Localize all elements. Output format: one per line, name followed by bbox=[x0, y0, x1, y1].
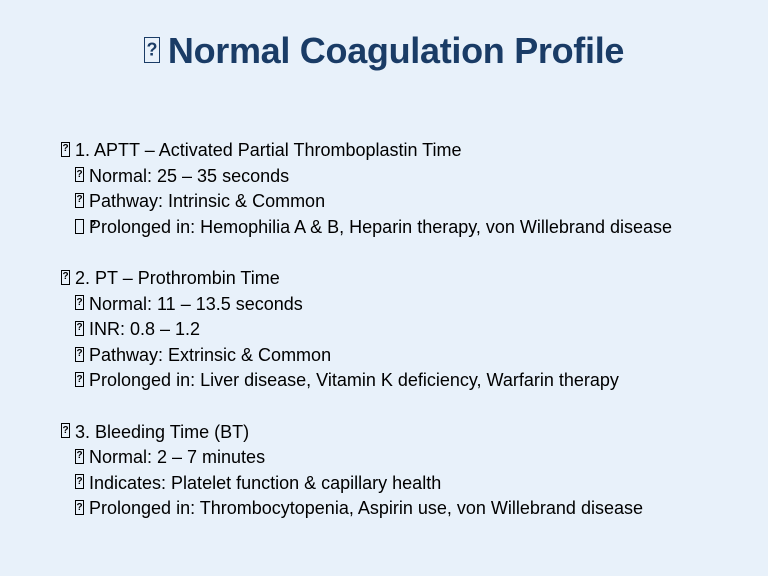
list-item: ?Normal: 2 – 7 minutes bbox=[61, 445, 711, 471]
missing-glyph-icon bbox=[75, 219, 84, 234]
missing-glyph-icon bbox=[75, 474, 84, 489]
list-item: ?Prolonged in: Liver disease, Vitamin K deficiency, Warfarin therapy bbox=[61, 368, 711, 394]
missing-glyph-icon bbox=[75, 347, 84, 362]
section-heading-pt: ?2. PT – Prothrombin Time bbox=[61, 266, 711, 292]
slide-title-text: Normal Coagulation Profile bbox=[167, 30, 625, 71]
missing-glyph-icon bbox=[75, 321, 84, 336]
list-item: ?Prolonged in: Hemophilia A & B, Heparin therapy, von Willebrand disease bbox=[61, 215, 711, 241]
missing-glyph-icon bbox=[75, 449, 84, 464]
list-item: ?Normal: 11 – 13.5 seconds bbox=[61, 292, 711, 318]
section-heading-bt: ?3. Bleeding Time (BT) bbox=[61, 420, 711, 446]
missing-glyph-icon bbox=[61, 423, 70, 438]
section-heading-aptt: ?1. APTT – Activated Partial Thromboplastin Time bbox=[61, 138, 711, 164]
missing-glyph-icon bbox=[61, 270, 70, 285]
section-spacer bbox=[61, 240, 711, 266]
missing-glyph-icon bbox=[75, 295, 84, 310]
missing-glyph-icon bbox=[75, 193, 84, 208]
list-item: ?Pathway: Extrinsic & Common bbox=[61, 343, 711, 369]
missing-glyph-icon bbox=[75, 167, 84, 182]
missing-glyph-icon bbox=[61, 142, 70, 157]
list-item: ?Pathway: Intrinsic & Common bbox=[61, 189, 711, 215]
list-item: ?Normal: 25 – 35 seconds bbox=[61, 164, 711, 190]
missing-glyph-icon bbox=[144, 37, 160, 63]
slide-body bbox=[61, 138, 711, 522]
list-item: ?INR: 0.8 – 1.2 bbox=[61, 317, 711, 343]
section-spacer bbox=[61, 394, 711, 420]
list-item: ?Indicates: Platelet function & capillary health bbox=[61, 471, 711, 497]
missing-glyph-icon bbox=[75, 372, 84, 387]
missing-glyph-icon bbox=[75, 500, 84, 515]
list-item: ?Prolonged in: Thrombocytopenia, Aspirin use, von Willebrand disease bbox=[61, 496, 711, 522]
slide-title bbox=[0, 30, 768, 72]
